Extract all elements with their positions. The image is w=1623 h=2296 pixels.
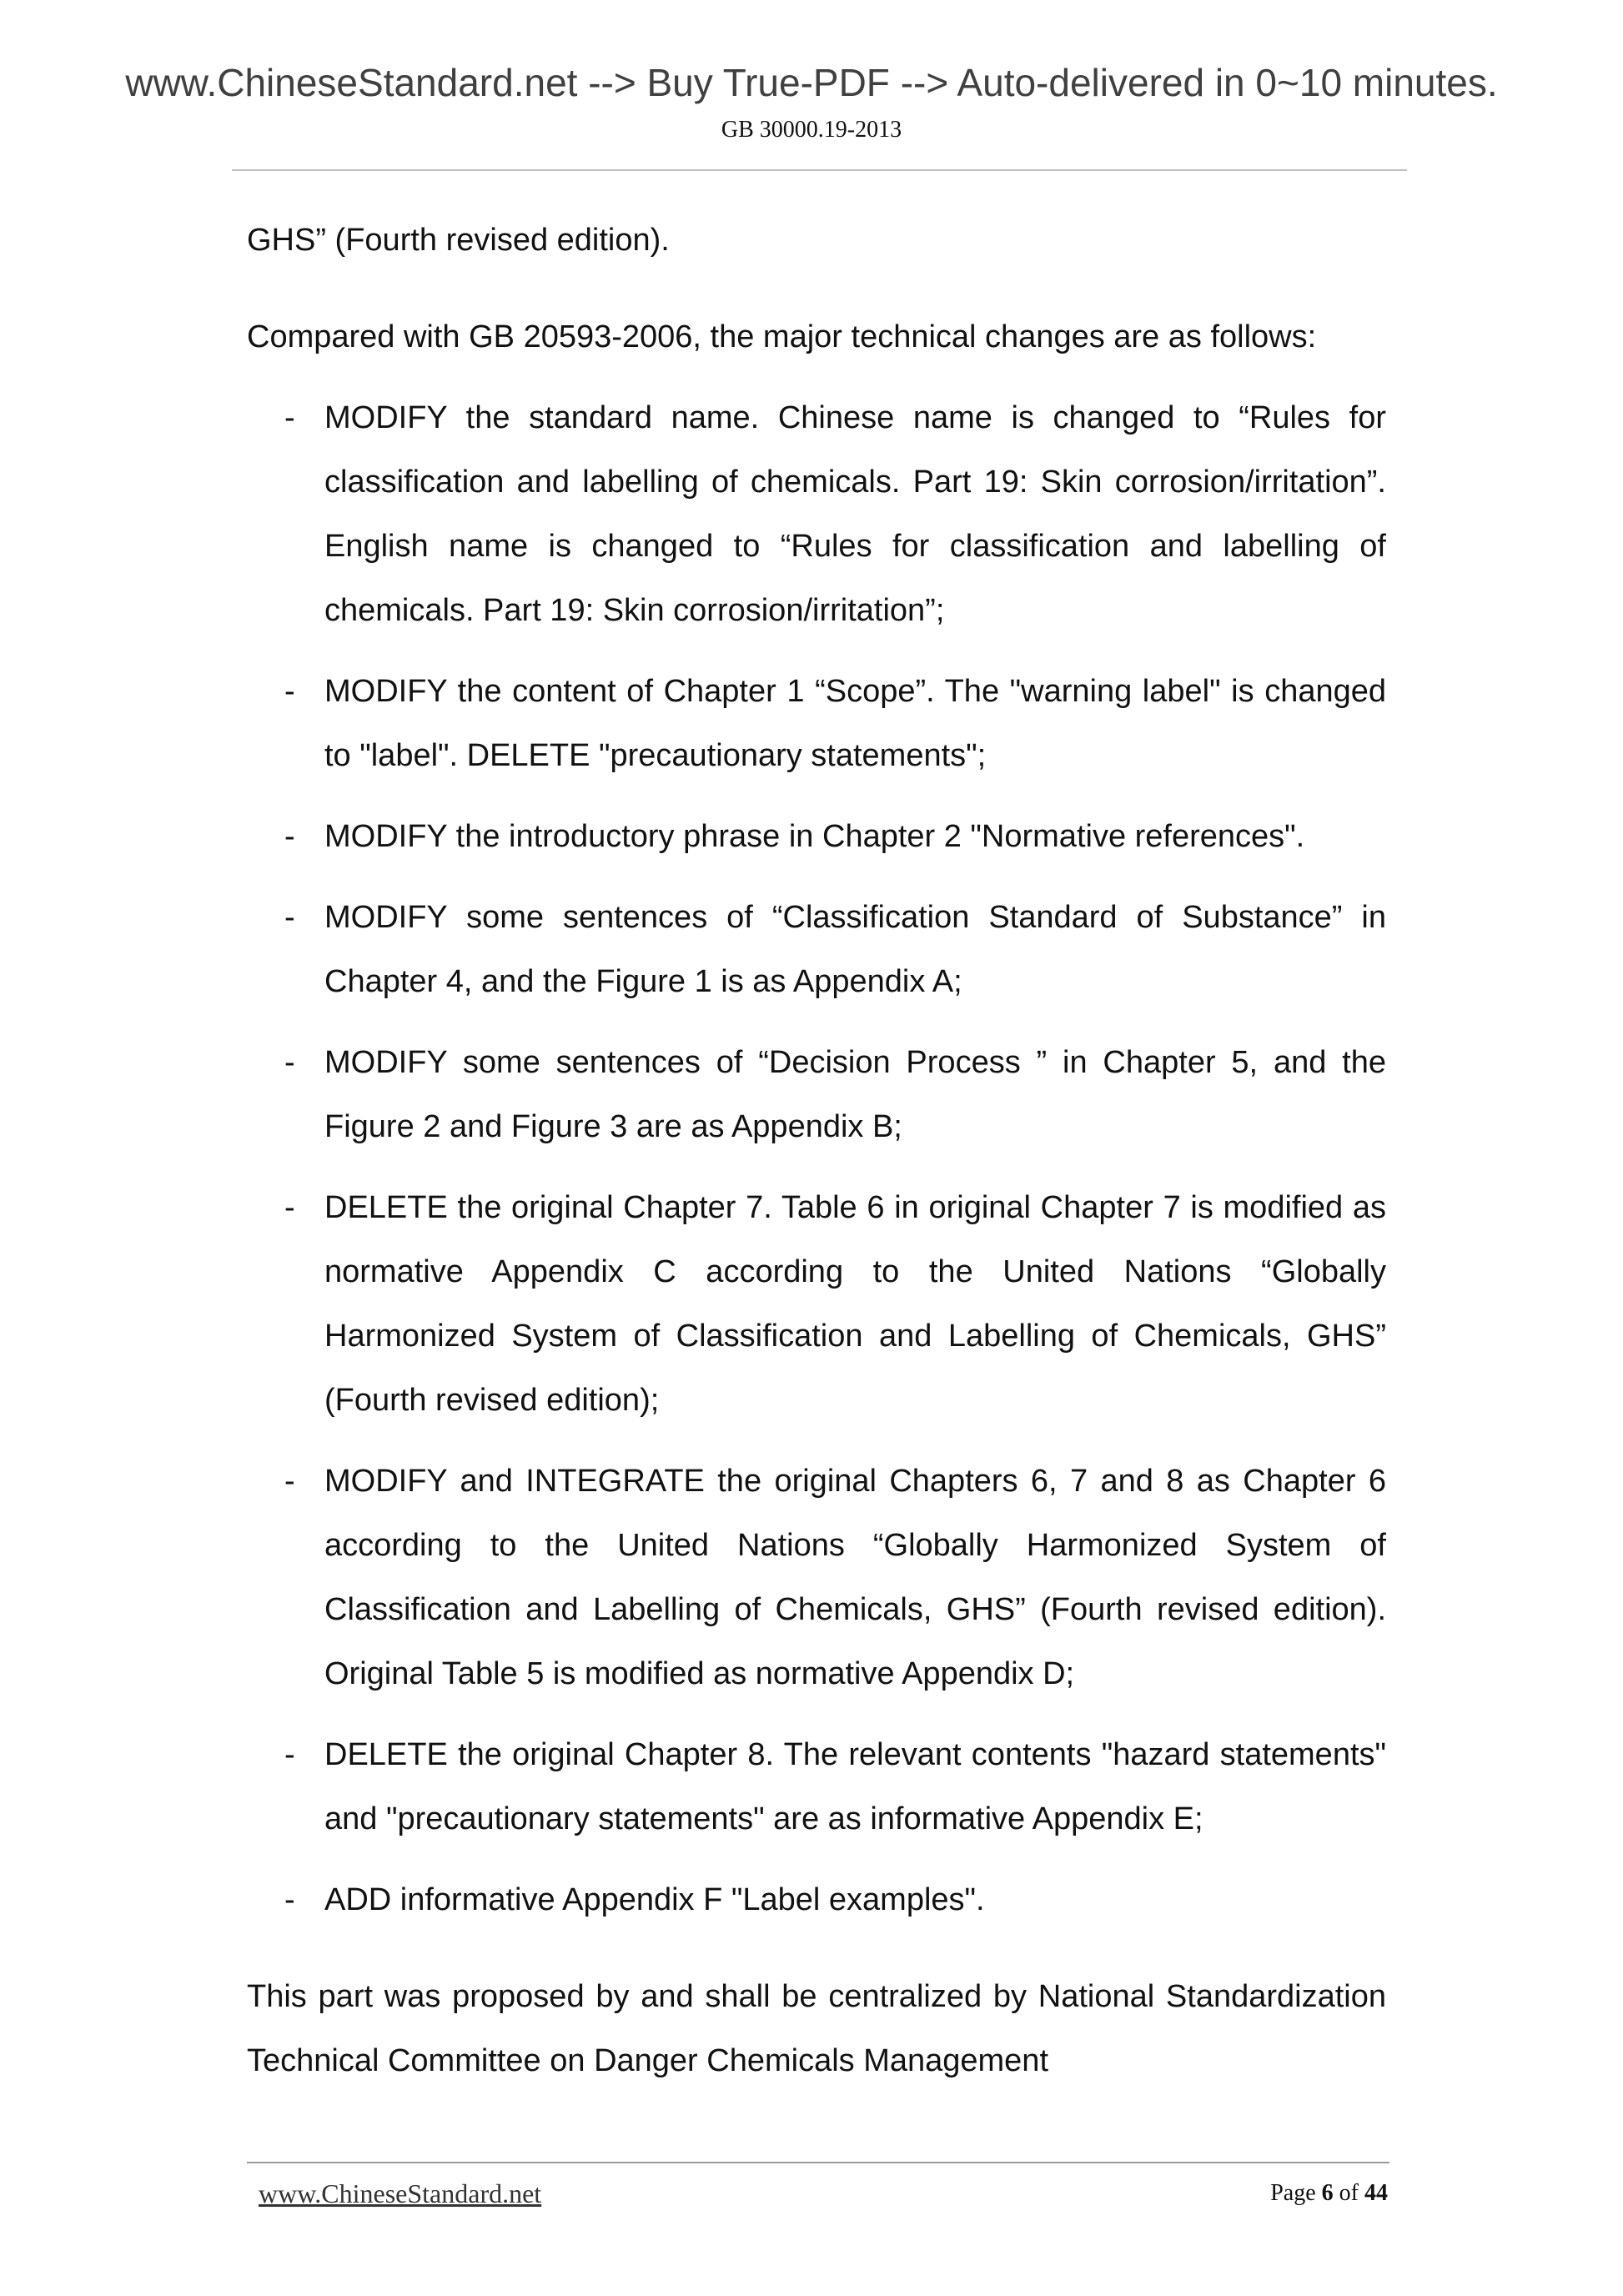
list-marker: - <box>284 1737 295 1772</box>
list-item-text: MODIFY the introductory phrase in Chapter 2 "Normative references". <box>324 819 1305 854</box>
list-marker: - <box>284 400 295 435</box>
list-item-text: MODIFY and INTEGRATE the original Chapters 6, 7 and 8 as Chapter 6 according to the United Nations “Globally Harmonized System of Classification and Labelling of Chemicals, GHS” (Fourth revised edition). Original Table 5 is modified as normative Appendix D; <box>324 1464 1386 1691</box>
list-item <box>247 1176 1386 1433</box>
list-item-text: ADD informative Appendix F "Label examples". <box>324 1882 985 1917</box>
list-item <box>247 1449 1386 1706</box>
list-item-text: MODIFY some sentences of “Decision Process ” in Chapter 5, and the Figure 2 and Figure 3 are as Appendix B; <box>324 1045 1386 1144</box>
list-marker: - <box>284 674 295 709</box>
document-body <box>247 208 1386 2093</box>
page-word: Page <box>1270 2180 1316 2206</box>
list-item-text: MODIFY some sentences of “Classification Standard of Substance” in Chapter 4, and the Figure 1 is as Appendix A; <box>324 900 1386 999</box>
list-marker: - <box>284 900 295 935</box>
list-item <box>247 886 1386 1014</box>
closing-paragraph: This part was proposed by and shall be centralized by National Standardization Technical Committee on Danger Chemicals Management <box>247 1979 1386 2078</box>
of-word: of <box>1339 2180 1359 2206</box>
list-item-text: MODIFY the content of Chapter 1 “Scope”. The "warning label" is changed to "label". DELETE "precautionary statements"; <box>324 674 1386 773</box>
list-marker: - <box>284 1045 295 1080</box>
list-marker: - <box>284 1190 295 1225</box>
changes-intro: Compared with GB 20593-2006, the major technical changes are as follows: <box>247 319 1317 354</box>
standard-number: GB 30000.19-2013 <box>721 117 902 143</box>
list-item-text: DELETE the original Chapter 7. Table 6 in original Chapter 7 is modified as normative Appendix C according to the United Nations “Globally Harmonized System of Classification and Labelling of Chemicals, GHS” (Fourth revised edition); <box>324 1190 1386 1418</box>
list-marker: - <box>284 1464 295 1499</box>
list-item <box>247 660 1386 788</box>
list-item-text: MODIFY the standard name. Chinese name is changed to “Rules for classification and labelling of chemicals. Part 19: Skin corrosion/irritation”. English name is changed to “Rules for classification and labelling of chemicals. Part 19: Skin corrosion/irritation”; <box>324 400 1386 628</box>
footer-website-link[interactable]: www.ChineseStandard.net <box>259 2178 542 2208</box>
header-divider <box>232 169 1407 171</box>
site-banner[interactable]: www.ChineseStandard.net --> Buy True-PDF --> Auto-delivered in 0~10 minutes. <box>125 61 1498 104</box>
list-item <box>247 1868 1386 1932</box>
list-item-text: DELETE the original Chapter 8. The relevant contents "hazard statements" and "precautionary statements" are as informative Appendix E; <box>324 1737 1386 1836</box>
current-page: 6 <box>1321 2180 1334 2206</box>
list-item <box>247 1723 1386 1851</box>
footer-divider <box>247 2162 1389 2163</box>
page-indicator <box>1270 2180 1388 2207</box>
list-marker: - <box>284 1882 295 1917</box>
list-item <box>247 805 1386 869</box>
list-item <box>247 1031 1386 1159</box>
list-marker: - <box>284 819 295 854</box>
total-pages: 44 <box>1364 2180 1388 2206</box>
changes-list <box>247 386 1386 1932</box>
list-item <box>247 386 1386 643</box>
intro-fragment: GHS” (Fourth revised edition). <box>247 223 670 258</box>
